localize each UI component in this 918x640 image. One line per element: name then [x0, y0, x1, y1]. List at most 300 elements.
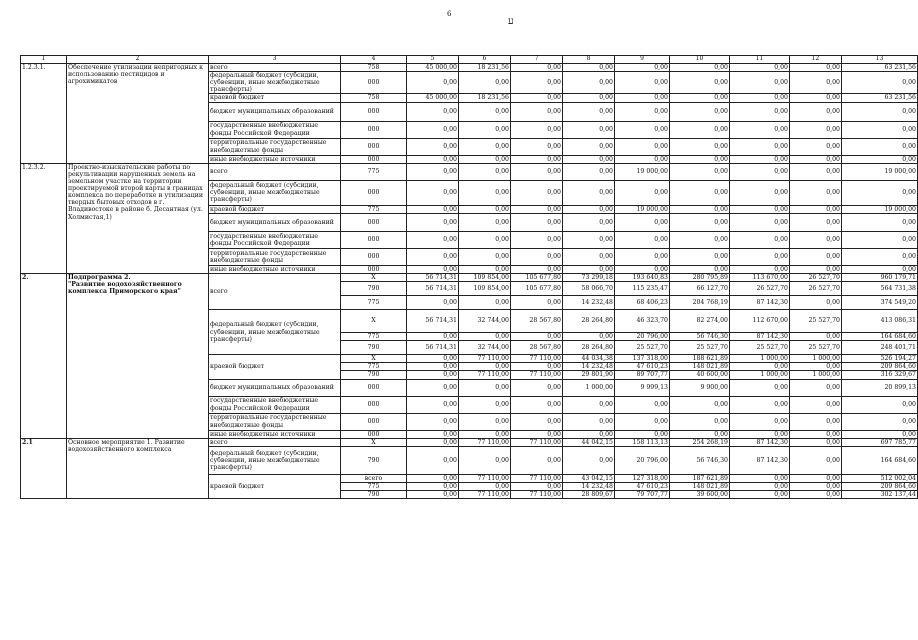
- value-cell: 0,00: [563, 138, 615, 155]
- value-cell: 0,00: [730, 205, 790, 213]
- value-cell: 0,00: [730, 213, 790, 231]
- value-cell: 0,00: [730, 430, 790, 438]
- header-cell: 12: [790, 56, 842, 64]
- value-cell: 0,00: [790, 63, 842, 71]
- source-label: краевой бюджет: [209, 94, 341, 102]
- value-cell: 25 527,70: [790, 310, 842, 333]
- value-cell: 0,00: [511, 265, 563, 273]
- value-cell: 0,00: [407, 371, 459, 379]
- value-cell: 9 999,13: [615, 379, 670, 396]
- value-cell: 0,00: [670, 72, 730, 94]
- value-cell: 0,00: [730, 155, 790, 163]
- value-cell: 20 899,13: [842, 379, 918, 396]
- value-cell: 1 000,00: [790, 355, 842, 363]
- value-cell: 77 110,00: [511, 355, 563, 363]
- value-cell: 25 527,70: [670, 341, 730, 355]
- value-cell: 28 264,80: [563, 310, 615, 333]
- value-cell: 0,00: [730, 474, 790, 482]
- value-cell: 0,00: [670, 180, 730, 205]
- value-cell: 43 042,15: [563, 474, 615, 482]
- value-cell: 0,00: [511, 333, 563, 341]
- header-cell: 6: [459, 56, 511, 64]
- code-cell: X: [341, 273, 407, 281]
- subprogram-title: Подпрограмма 2.: [68, 273, 131, 281]
- value-cell: 25 527,70: [615, 341, 670, 355]
- row-title: Проектно-изыскательские работы по рекультивации нарушенных земель на земельном участке на территории проектируемой второй карты в границах комплекса по переработке и утилизации твердых бытовых отходов в г. Владивостоке в районе б. Десантная (ул. Холмистая,1): [67, 163, 209, 273]
- value-cell: 32 744,00: [459, 310, 511, 333]
- value-cell: 45 000,00: [407, 94, 459, 102]
- source-label: краевой бюджет: [209, 355, 341, 379]
- value-cell: 1 000,00: [790, 371, 842, 379]
- value-cell: 0,00: [511, 94, 563, 102]
- code-cell: 790: [341, 341, 407, 355]
- value-cell: 0,00: [407, 248, 459, 265]
- value-cell: 0,00: [790, 163, 842, 180]
- value-cell: 0,00: [407, 379, 459, 396]
- value-cell: 14 232,48: [563, 363, 615, 371]
- value-cell: 0,00: [670, 396, 730, 413]
- value-cell: 0,00: [511, 213, 563, 231]
- value-cell: 0,00: [511, 205, 563, 213]
- value-cell: 0,00: [563, 72, 615, 94]
- value-cell: 0,00: [790, 333, 842, 341]
- value-cell: 0,00: [459, 482, 511, 490]
- value-cell: 0,00: [459, 155, 511, 163]
- code-cell: 000: [341, 180, 407, 205]
- value-cell: 0,00: [670, 121, 730, 138]
- value-cell: 58 066,70: [563, 282, 615, 296]
- value-cell: 0,00: [407, 138, 459, 155]
- value-cell: 0,00: [790, 474, 842, 482]
- value-cell: 47 610,23: [615, 482, 670, 490]
- value-cell: 0,00: [842, 213, 918, 231]
- value-cell: 26 527,70: [790, 282, 842, 296]
- value-cell: 0,00: [615, 138, 670, 155]
- value-cell: 68 406,23: [615, 296, 670, 310]
- value-cell: 413 086,31: [842, 310, 918, 333]
- value-cell: 0,00: [407, 355, 459, 363]
- value-cell: 0,00: [615, 413, 670, 430]
- source-label: территориальные государственные внебюджетные фонды: [209, 413, 341, 430]
- value-cell: 0,00: [670, 413, 730, 430]
- value-cell: 66 127,70: [670, 282, 730, 296]
- value-cell: 113 670,00: [730, 273, 790, 281]
- header-cell: 4: [341, 56, 407, 64]
- value-cell: 0,00: [730, 396, 790, 413]
- value-cell: 63 231,56: [842, 94, 918, 102]
- value-cell: 28 264,80: [563, 341, 615, 355]
- value-cell: 0,00: [407, 205, 459, 213]
- value-cell: 0,00: [842, 155, 918, 163]
- value-cell: 209 864,60: [842, 482, 918, 490]
- value-cell: 0,00: [730, 363, 790, 371]
- value-cell: 0,00: [407, 482, 459, 490]
- value-cell: 0,00: [407, 155, 459, 163]
- value-cell: 0,00: [790, 446, 842, 474]
- value-cell: 0,00: [790, 94, 842, 102]
- value-cell: 0,00: [730, 72, 790, 94]
- value-cell: 0,00: [563, 121, 615, 138]
- value-cell: 79 707,77: [615, 491, 670, 499]
- value-cell: 188 621,89: [670, 355, 730, 363]
- value-cell: 0,00: [730, 163, 790, 180]
- value-cell: 0,00: [511, 138, 563, 155]
- value-cell: 0,00: [790, 363, 842, 371]
- value-cell: 0,00: [842, 72, 918, 94]
- value-cell: 148 021,89: [670, 482, 730, 490]
- value-cell: 0,00: [407, 296, 459, 310]
- value-cell: 77 110,00: [459, 371, 511, 379]
- value-cell: 0,00: [730, 102, 790, 121]
- value-cell: 14 232,48: [563, 296, 615, 310]
- value-cell: 0,00: [730, 94, 790, 102]
- value-cell: 164 684,60: [842, 446, 918, 474]
- value-cell: 20 796,00: [615, 446, 670, 474]
- value-cell: 77 110,00: [459, 355, 511, 363]
- value-cell: 0,00: [670, 155, 730, 163]
- value-cell: 9 900,00: [670, 379, 730, 396]
- value-cell: 0,00: [511, 446, 563, 474]
- header-cell: 1: [21, 56, 67, 64]
- value-cell: 0,00: [790, 231, 842, 248]
- value-cell: 0,00: [615, 231, 670, 248]
- code-cell: 000: [341, 248, 407, 265]
- value-cell: 0,00: [730, 231, 790, 248]
- value-cell: 0,00: [730, 180, 790, 205]
- value-cell: 0,00: [407, 474, 459, 482]
- code-cell: 000: [341, 430, 407, 438]
- code-cell: 775: [341, 482, 407, 490]
- value-cell: 0,00: [459, 333, 511, 341]
- budget-table: [20, 55, 918, 499]
- value-cell: 187 621,89: [670, 474, 730, 482]
- value-cell: 26 527,70: [730, 282, 790, 296]
- value-cell: 0,00: [790, 396, 842, 413]
- value-cell: 32 744,00: [459, 341, 511, 355]
- value-cell: 0,00: [407, 163, 459, 180]
- table-row: [21, 63, 918, 71]
- row-code: 2.1: [21, 438, 67, 499]
- code-cell: 000: [341, 138, 407, 155]
- code-cell: 000: [341, 379, 407, 396]
- value-cell: 112 670,00: [730, 310, 790, 333]
- source-label: федеральный бюджет (субсидии, субвенции, иные межбюджетные трансферты): [209, 446, 341, 474]
- row-title: Обеспечение утилизации непригодных к использованию пестицидов и агрохимикатов: [67, 63, 209, 163]
- value-cell: 0,00: [842, 231, 918, 248]
- value-cell: 0,00: [407, 265, 459, 273]
- value-cell: 204 768,19: [670, 296, 730, 310]
- value-cell: 56 714,31: [407, 341, 459, 355]
- code-cell: 775: [341, 163, 407, 180]
- value-cell: 0,00: [790, 379, 842, 396]
- value-cell: 0,00: [670, 248, 730, 265]
- value-cell: 47 610,23: [615, 363, 670, 371]
- code-cell: 000: [341, 396, 407, 413]
- table-row: [21, 163, 918, 180]
- value-cell: 0,00: [407, 72, 459, 94]
- value-cell: 0,00: [730, 379, 790, 396]
- value-cell: 87 142,30: [730, 296, 790, 310]
- source-label: краевой бюджет: [209, 474, 341, 498]
- value-cell: 56 746,30: [670, 333, 730, 341]
- value-cell: 302 137,44: [842, 491, 918, 499]
- code-cell: X: [341, 310, 407, 333]
- value-cell: 0,00: [563, 102, 615, 121]
- value-cell: 0,00: [511, 482, 563, 490]
- value-cell: 0,00: [407, 102, 459, 121]
- source-label: федеральный бюджет (субсидии, субвенции, иные межбюджетные трансферты): [209, 310, 341, 355]
- value-cell: 25 527,70: [790, 341, 842, 355]
- source-label: бюджет муниципальных образований: [209, 102, 341, 121]
- value-cell: 0,00: [459, 379, 511, 396]
- source-label: бюджет муниципальных образований: [209, 379, 341, 396]
- source-label: территориальные государственные внебюджетные фонды: [209, 138, 341, 155]
- source-label: федеральный бюджет (субсидии, субвенции, иные межбюджетные трансферты): [209, 72, 341, 94]
- value-cell: 77 110,00: [459, 491, 511, 499]
- value-cell: 0,00: [615, 430, 670, 438]
- value-cell: 77 110,00: [459, 474, 511, 482]
- value-cell: 0,00: [459, 413, 511, 430]
- header-cell: 2: [67, 56, 209, 64]
- value-cell: 0,00: [730, 63, 790, 71]
- value-cell: 0,00: [790, 413, 842, 430]
- value-cell: 0,00: [459, 363, 511, 371]
- value-cell: 0,00: [790, 155, 842, 163]
- value-cell: 0,00: [459, 248, 511, 265]
- value-cell: 0,00: [511, 413, 563, 430]
- value-cell: 0,00: [511, 102, 563, 121]
- value-cell: 1 000,00: [730, 371, 790, 379]
- value-cell: 14 232,48: [563, 482, 615, 490]
- value-cell: 0,00: [670, 265, 730, 273]
- value-cell: 0,00: [563, 446, 615, 474]
- value-cell: 0,00: [563, 205, 615, 213]
- value-cell: 127 318,00: [615, 474, 670, 482]
- value-cell: 0,00: [459, 102, 511, 121]
- value-cell: 0,00: [511, 155, 563, 163]
- source-label: всего: [209, 438, 341, 446]
- value-cell: 0,00: [459, 231, 511, 248]
- source-label: государственные внебюджетные фонды Российской Федерации: [209, 396, 341, 413]
- value-cell: 374 549,20: [842, 296, 918, 310]
- value-cell: 0,00: [511, 396, 563, 413]
- value-cell: 19 000,00: [842, 163, 918, 180]
- value-cell: 0,00: [459, 296, 511, 310]
- handwritten-mark: ע: [508, 16, 514, 27]
- source-label: иные внебюджетные источники: [209, 265, 341, 273]
- value-cell: 0,00: [730, 138, 790, 155]
- header-cell: 9: [615, 56, 670, 64]
- value-cell: 1 000,00: [563, 379, 615, 396]
- source-label: государственные внебюджетные фонды Российской Федерации: [209, 231, 341, 248]
- value-cell: 193 640,83: [615, 273, 670, 281]
- value-cell: 0,00: [670, 63, 730, 71]
- code-cell: 000: [341, 121, 407, 138]
- value-cell: 526 194,27: [842, 355, 918, 363]
- page-number: 6: [447, 10, 452, 18]
- value-cell: 26 527,70: [790, 273, 842, 281]
- value-cell: 0,00: [563, 333, 615, 341]
- code-cell: 790: [341, 446, 407, 474]
- value-cell: 0,00: [730, 121, 790, 138]
- code-cell: 775: [341, 363, 407, 371]
- value-cell: 0,00: [563, 413, 615, 430]
- code-cell: 790: [341, 491, 407, 499]
- value-cell: 0,00: [790, 491, 842, 499]
- row-code: 2.: [21, 273, 67, 438]
- value-cell: 0,00: [615, 121, 670, 138]
- value-cell: 28 809,67: [563, 491, 615, 499]
- value-cell: 56 746,30: [670, 446, 730, 474]
- value-cell: 0,00: [459, 163, 511, 180]
- value-cell: 0,00: [511, 180, 563, 205]
- value-cell: 0,00: [563, 248, 615, 265]
- value-cell: 77 110,00: [511, 371, 563, 379]
- value-cell: 0,00: [670, 430, 730, 438]
- code-cell: 000: [341, 155, 407, 163]
- value-cell: 148 021,89: [670, 363, 730, 371]
- value-cell: 0,00: [407, 413, 459, 430]
- value-cell: 0,00: [790, 265, 842, 273]
- value-cell: 0,00: [790, 205, 842, 213]
- value-cell: 0,00: [407, 213, 459, 231]
- value-cell: 0,00: [563, 155, 615, 163]
- value-cell: 0,00: [563, 163, 615, 180]
- value-cell: 0,00: [511, 363, 563, 371]
- source-label: федеральный бюджет (субсидии, субвенции, иные межбюджетные трансферты): [209, 180, 341, 205]
- value-cell: 0,00: [407, 231, 459, 248]
- value-cell: 254 268,19: [670, 438, 730, 446]
- code-cell: 000: [341, 102, 407, 121]
- value-cell: 0,00: [459, 446, 511, 474]
- code-cell: X: [341, 438, 407, 446]
- value-cell: 960 179,71: [842, 273, 918, 281]
- code-cell: 000: [341, 413, 407, 430]
- value-cell: 0,00: [563, 265, 615, 273]
- row-code: 1.2.3.1.: [21, 63, 67, 163]
- value-cell: 0,00: [730, 482, 790, 490]
- code-cell: X: [341, 355, 407, 363]
- value-cell: 0,00: [842, 121, 918, 138]
- value-cell: 115 235,47: [615, 282, 670, 296]
- value-cell: 0,00: [842, 248, 918, 265]
- code-cell: 000: [341, 265, 407, 273]
- value-cell: 45 000,00: [407, 63, 459, 71]
- row-title: Основное мероприятие 1. Развитие водохозяйственного комплекса: [67, 438, 209, 499]
- value-cell: 0,00: [563, 430, 615, 438]
- value-cell: 0,00: [730, 248, 790, 265]
- value-cell: 0,00: [615, 155, 670, 163]
- header-cell: 5: [407, 56, 459, 64]
- value-cell: 18 231,56: [459, 94, 511, 102]
- code-cell: 790: [341, 371, 407, 379]
- value-cell: 0,00: [459, 138, 511, 155]
- row-title: [67, 273, 209, 438]
- value-cell: 105 677,80: [511, 273, 563, 281]
- value-cell: 697 785,77: [842, 438, 918, 446]
- code-cell: 775: [341, 205, 407, 213]
- value-cell: 0,00: [563, 213, 615, 231]
- value-cell: 0,00: [842, 102, 918, 121]
- value-cell: 280 795,89: [670, 273, 730, 281]
- code-cell: 758: [341, 63, 407, 71]
- value-cell: 316 329,67: [842, 371, 918, 379]
- value-cell: 29 801,90: [563, 371, 615, 379]
- value-cell: 44 042,15: [563, 438, 615, 446]
- source-label: территориальные государственные внебюджетные фонды: [209, 248, 341, 265]
- value-cell: 0,00: [790, 180, 842, 205]
- source-label: всего: [209, 273, 341, 309]
- source-label: всего: [209, 163, 341, 180]
- value-cell: 512 002,04: [842, 474, 918, 482]
- value-cell: 73 299,18: [563, 273, 615, 281]
- value-cell: 564 731,38: [842, 282, 918, 296]
- value-cell: 0,00: [407, 491, 459, 499]
- code-cell: 000: [341, 213, 407, 231]
- value-cell: 248 401,71: [842, 341, 918, 355]
- header-cell: 10: [670, 56, 730, 64]
- value-cell: 56 714,31: [407, 282, 459, 296]
- value-cell: 40 600,00: [670, 371, 730, 379]
- code-cell: 790: [341, 282, 407, 296]
- value-cell: 109 854,00: [459, 282, 511, 296]
- value-cell: 87 142,30: [730, 333, 790, 341]
- value-cell: 77 110,00: [511, 491, 563, 499]
- value-cell: 19 000,00: [615, 163, 670, 180]
- table-row: [21, 273, 918, 281]
- value-cell: 0,00: [407, 180, 459, 205]
- value-cell: 0,00: [511, 121, 563, 138]
- header-cell: 13: [842, 56, 918, 64]
- header-cell: 11: [730, 56, 790, 64]
- value-cell: 0,00: [790, 438, 842, 446]
- value-cell: 20 796,00: [615, 333, 670, 341]
- value-cell: 0,00: [563, 94, 615, 102]
- value-cell: 0,00: [790, 430, 842, 438]
- value-cell: 0,00: [730, 491, 790, 499]
- value-cell: 0,00: [670, 94, 730, 102]
- value-cell: 0,00: [459, 180, 511, 205]
- value-cell: 0,00: [511, 379, 563, 396]
- value-cell: 0,00: [670, 213, 730, 231]
- code-cell: всего: [341, 474, 407, 482]
- value-cell: 0,00: [842, 138, 918, 155]
- source-label: бюджет муниципальных образований: [209, 213, 341, 231]
- value-cell: 0,00: [615, 213, 670, 231]
- value-cell: 77 110,00: [511, 438, 563, 446]
- value-cell: 0,00: [615, 102, 670, 121]
- value-cell: 63 231,56: [842, 63, 918, 71]
- code-cell: 775: [341, 296, 407, 310]
- value-cell: 0,00: [670, 102, 730, 121]
- value-cell: 87 142,30: [730, 438, 790, 446]
- code-cell: 000: [341, 72, 407, 94]
- value-cell: 89 707,77: [615, 371, 670, 379]
- value-cell: 158 113,13: [615, 438, 670, 446]
- value-cell: 56 714,31: [407, 310, 459, 333]
- value-cell: 19 000,00: [615, 205, 670, 213]
- value-cell: 0,00: [790, 296, 842, 310]
- value-cell: 0,00: [842, 430, 918, 438]
- value-cell: 137 318,00: [615, 355, 670, 363]
- value-cell: 0,00: [459, 213, 511, 231]
- code-cell: 000: [341, 231, 407, 248]
- value-cell: 0,00: [459, 396, 511, 413]
- header-cell: 8: [563, 56, 615, 64]
- value-cell: 25 527,70: [730, 341, 790, 355]
- value-cell: 1 000,00: [730, 355, 790, 363]
- value-cell: 0,00: [511, 430, 563, 438]
